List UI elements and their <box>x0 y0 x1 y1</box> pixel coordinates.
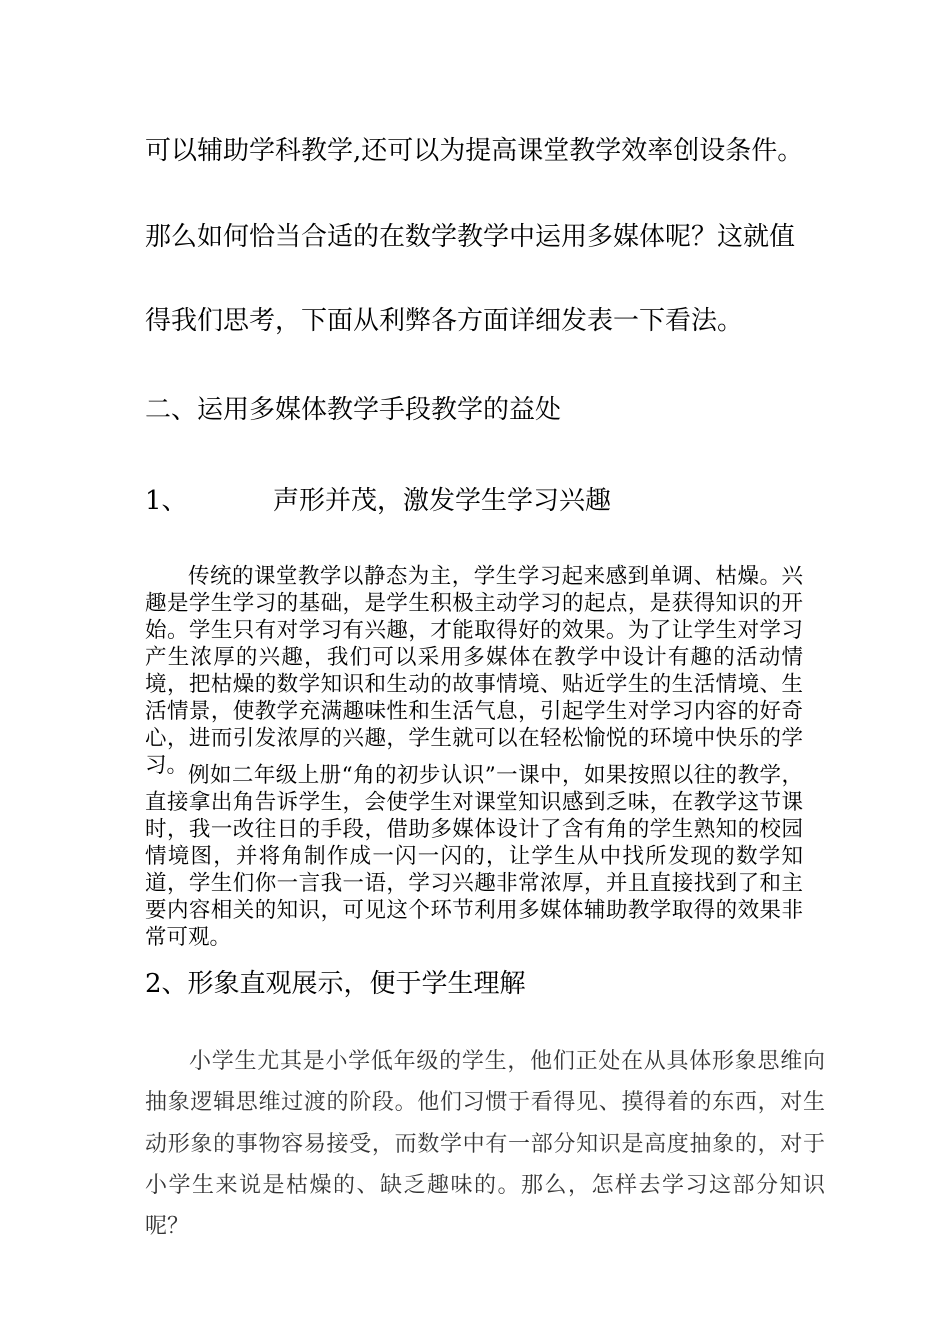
paragraph: 传统的课堂教学以静态为主，学生学习起来感到单调、枯燥。兴趣是学生学习的基础，是学生积极主动学习的起点，是获得知识的开始。学生只有对学习有兴趣，才能取得好的效果。为了让学生对学习产生浓厚的兴趣，我们可以采用多媒体在教学中设计有趣的活动情境，把枯燥的数学知识和生动的故事情境、贴近学生的生活情境、生活情景，使教学充满趣味性和生活气息，引起学生对学习内容的好奇心，进而引发浓厚的兴趣，学生就可以在轻松愉悦的环境中快乐的学习。 <box>145 564 803 778</box>
subsection-number: 1、 <box>145 486 188 516</box>
paragraph: 例如二年级上册“角的初步认识”一课中，如果按照以往的教学，直接拿出角告诉学生，会使学生对课堂知识感到乏味，在教学这节课时，我一改往日的手段，借助多媒体设计了含有角的学生熟知的校园情境图，并将角制作成一闪一闪的，让学生从中找所发现的数学知道，学生们你一言我一语，学习兴趣非常浓厚，并且直接找到了和主要内容相关的知识，可见这个环节利用多媒体辅助教学取得的效果非常可观。 <box>145 763 803 950</box>
subsection-title: 声形并茂，激发学生学习兴趣 <box>273 486 612 516</box>
intro-line-1: 可以辅助学科教学,还可以为提高课堂教学效率创设条件。 <box>145 136 804 166</box>
section-heading: 二、运用多媒体教学手段教学的益处 <box>145 395 562 425</box>
paragraph: 小学生尤其是小学低年级的学生，他们正处在从具体形象思维向抽象逻辑思维过渡的阶段。他们习惯于看得见、摸得着的东西，对生动形象的事物容易接受，而数学中有一部分知识是高度抽象的，对于小学生来说是枯燥的、缺乏趣味的。那么，怎样去学习这部分知识呢？ <box>145 1049 825 1240</box>
subsection-heading-1 <box>145 486 611 516</box>
intro-line-3: 得我们思考，下面从利弊各方面详细发表一下看法。 <box>145 306 744 336</box>
intro-line-2: 那么如何恰当合适的在数学教学中运用多媒体呢？这就值 <box>145 222 796 252</box>
subsection-heading-2: 2、形象直观展示，便于学生理解 <box>145 969 526 999</box>
